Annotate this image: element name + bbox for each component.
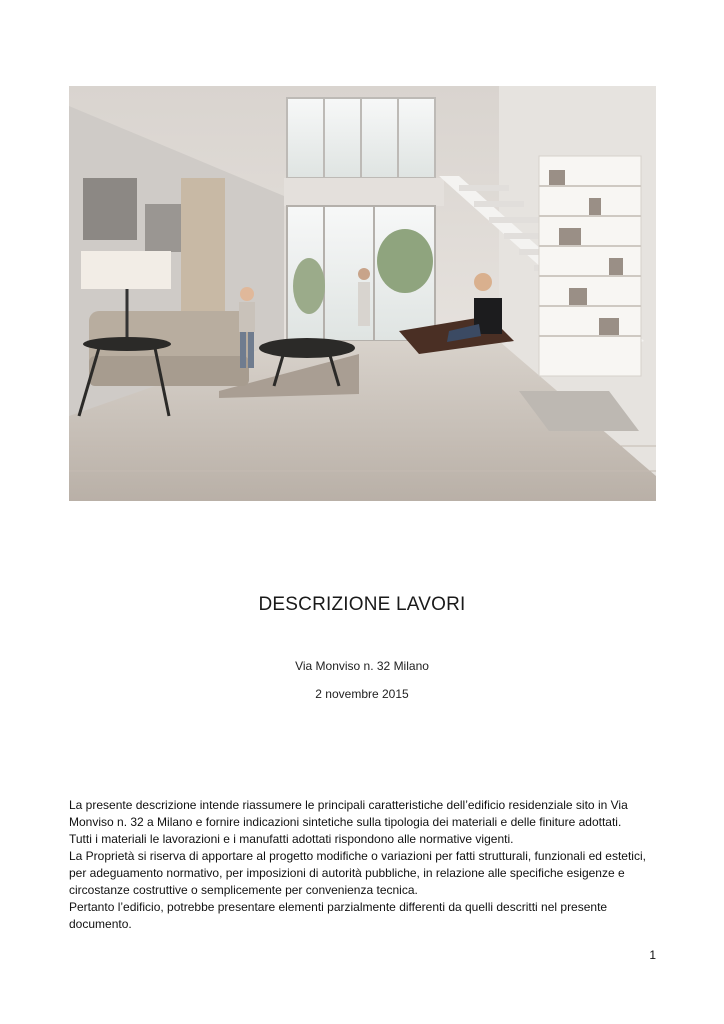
paragraph: Pertanto l’edificio, potrebbe presentare elementi parzialmente differenti da quelli descritti nel presente documento. [69, 900, 608, 931]
document-address: Via Monviso n. 32 Milano [295, 659, 429, 673]
document-date: 2 novembre 2015 [315, 687, 409, 701]
document-title: DESCRIZIONE LAVORI [258, 594, 466, 615]
paragraph: La Proprietà si riserva di apportare al progetto modifiche o variazioni per fatti strutturali, funzionali ed estetici, per adeguamento normativo, per imposizioni di autorità pubbliche, in relazione alle specifiche esigenze e circostanze costruttive o semplicemente per convenienza tecnica. [69, 849, 646, 897]
description-body [69, 797, 655, 933]
interior-render-image [69, 86, 656, 501]
paragraph: La presente descrizione intende riassumere le principali caratteristiche dell’edificio residenziale sito in Via Monviso n. 32 a Milano e fornire indicazioni sintetiche sulla tipologia dei materiali e delle finiture adottati. [69, 798, 628, 829]
paragraph: Tutti i materiali le lavorazioni e i manufatti adottati rispondono alle normative vigenti. [69, 832, 514, 846]
page-number: 1 [649, 948, 656, 962]
